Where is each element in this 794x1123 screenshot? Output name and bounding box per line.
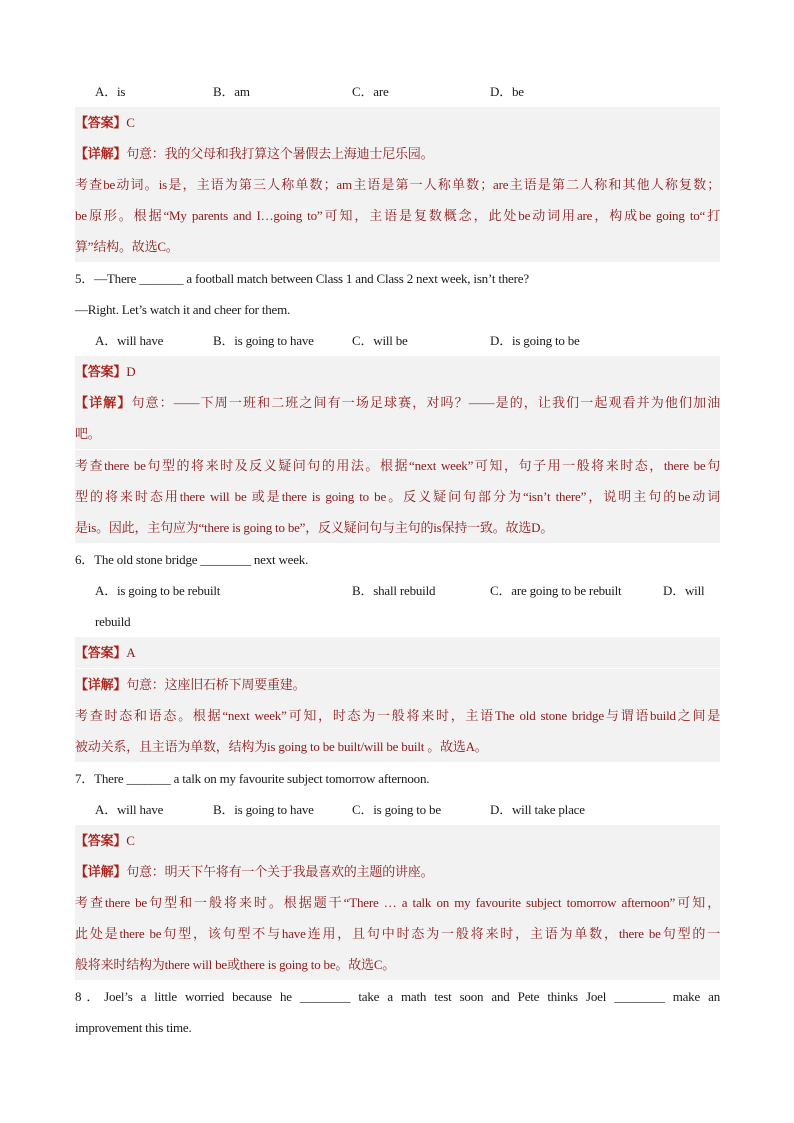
- q5-option-c: C．will be: [352, 333, 408, 348]
- detail-tag: 【详解】: [75, 146, 127, 161]
- q4-meaning: 【详解】句意：我的父母和我打算这个暑假去上海迪士尼乐园。: [75, 138, 720, 169]
- detail-tag: 【详解】: [75, 677, 127, 692]
- answer-tag: 【答案】: [75, 645, 127, 660]
- q8-stem-1: 8．Joel’s a little worried because he ________ take a math test soon and Pete thinks Joel ________ make an: [75, 989, 720, 1004]
- q5-explain-1: 考查there be句型的将来时及反义疑问句的用法。根据“next week”可知，句子用一般将来时态，there be句: [75, 450, 720, 481]
- q7-option-a: A．will have: [95, 802, 164, 817]
- q7-explain-3: 般将来时结构为there will be或there is going to be。故选C。: [75, 949, 720, 980]
- q5-options: [75, 325, 720, 356]
- q6-meaning: 【详解】句意：这座旧石桥下周要重建。: [75, 669, 720, 700]
- q4-option-c: C．are: [352, 84, 389, 99]
- q5-option-a: A．will have: [95, 333, 164, 348]
- answer-tag: 【答案】: [75, 115, 127, 130]
- q6-explain-1: 考查时态和语态。根据“next week”可知，时态为一般将来时，主语The old stone bridge与谓语build之间是: [75, 700, 720, 731]
- detail-tag: 【详解】: [75, 864, 127, 879]
- q5-explain-2: 型的将来时态用there will be 或是there is going to be。反义疑问句部分为“isn’t there”，说明主句的be动词: [75, 481, 720, 512]
- q6-option-d: D．will: [663, 583, 705, 598]
- q5-meaning-2: 吧。: [75, 418, 720, 449]
- q7-option-d: D．will take place: [490, 802, 585, 817]
- q6-answer: [75, 637, 720, 668]
- q7-explain-2: 此处是there be句型，该句型不与have连用，且句中时态为一般将来时，主语为单数，there be句型的一: [75, 918, 720, 949]
- detail-tag: 【详解】: [75, 395, 132, 410]
- q5-explain-3: 是is。因此，主句应为“there is going to be”，反义疑问句与主句的is保持一致。故选D。: [75, 512, 720, 543]
- q6-options: [75, 575, 720, 606]
- q4-options: [75, 76, 720, 107]
- q7-answer: [75, 825, 720, 856]
- q6-option-wrap: rebuild: [95, 614, 131, 629]
- q4-explain-3: 算”结构。故选C。: [75, 231, 720, 262]
- answer-value: D: [126, 364, 136, 379]
- q6-option-c: C．are going to be rebuilt: [490, 583, 622, 598]
- q4-option-a: A．is: [95, 84, 126, 99]
- q5-meaning-1: 【详解】句意：——下周一班和二班之间有一场足球赛，对吗？——是的，让我们一起观看并为他们加油: [75, 387, 720, 418]
- q7-option-c: C．is going to be: [352, 802, 441, 817]
- q6-option-a: A．is going to be rebuilt: [95, 583, 221, 598]
- q7-stem: 7．There _______ a talk on my favourite subject tomorrow afternoon.: [75, 771, 430, 786]
- q6-explain-2: 被动关系，且主语为单数，结构为is going to be built/will be built 。故选A。: [75, 731, 720, 762]
- q4-option-b: B．am: [213, 84, 250, 99]
- answer-tag: 【答案】: [75, 833, 127, 848]
- answer-value: C: [126, 115, 135, 130]
- q7-meaning: 【详解】句意：明天下午将有一个关于我最喜欢的主题的讲座。: [75, 856, 720, 887]
- q6-option-b: B．shall rebuild: [352, 583, 436, 598]
- q7-explain-1: 考查there be句型和一般将来时。根据题干“There … a talk on my favourite subject tomorrow afternoon”可知，: [75, 887, 720, 918]
- q5-stem-1: 5．—There _______ a football match between Class 1 and Class 2 next week, isn’t there?: [75, 271, 529, 286]
- q4-option-d: D．be: [490, 84, 524, 99]
- q6-stem: 6．The old stone bridge ________ next week.: [75, 552, 309, 567]
- q8-stem-2: improvement this time.: [75, 1020, 192, 1035]
- answer-tag: 【答案】: [75, 364, 127, 379]
- q4-explain-1: 考查be动词。is是，主语为第三人称单数；am主语是第一人称单数；are主语是第二人称和其他人称复数；: [75, 169, 720, 200]
- answer-value: C: [126, 833, 135, 848]
- q4-explain-2: be原形。根据“My parents and I…going to”可知，主语是复数概念，此处be动词用are，构成be going to“打: [75, 200, 720, 231]
- q7-options: [75, 794, 720, 825]
- q5-option-b: B．is going to have: [213, 333, 314, 348]
- answer-value: A: [126, 645, 136, 660]
- q4-answer: [75, 107, 720, 138]
- q7-option-b: B．is going to have: [213, 802, 314, 817]
- q5-option-d: D．is going to be: [490, 333, 580, 348]
- q5-answer: [75, 356, 720, 387]
- q5-stem-2: —Right. Let’s watch it and cheer for them.: [75, 302, 291, 317]
